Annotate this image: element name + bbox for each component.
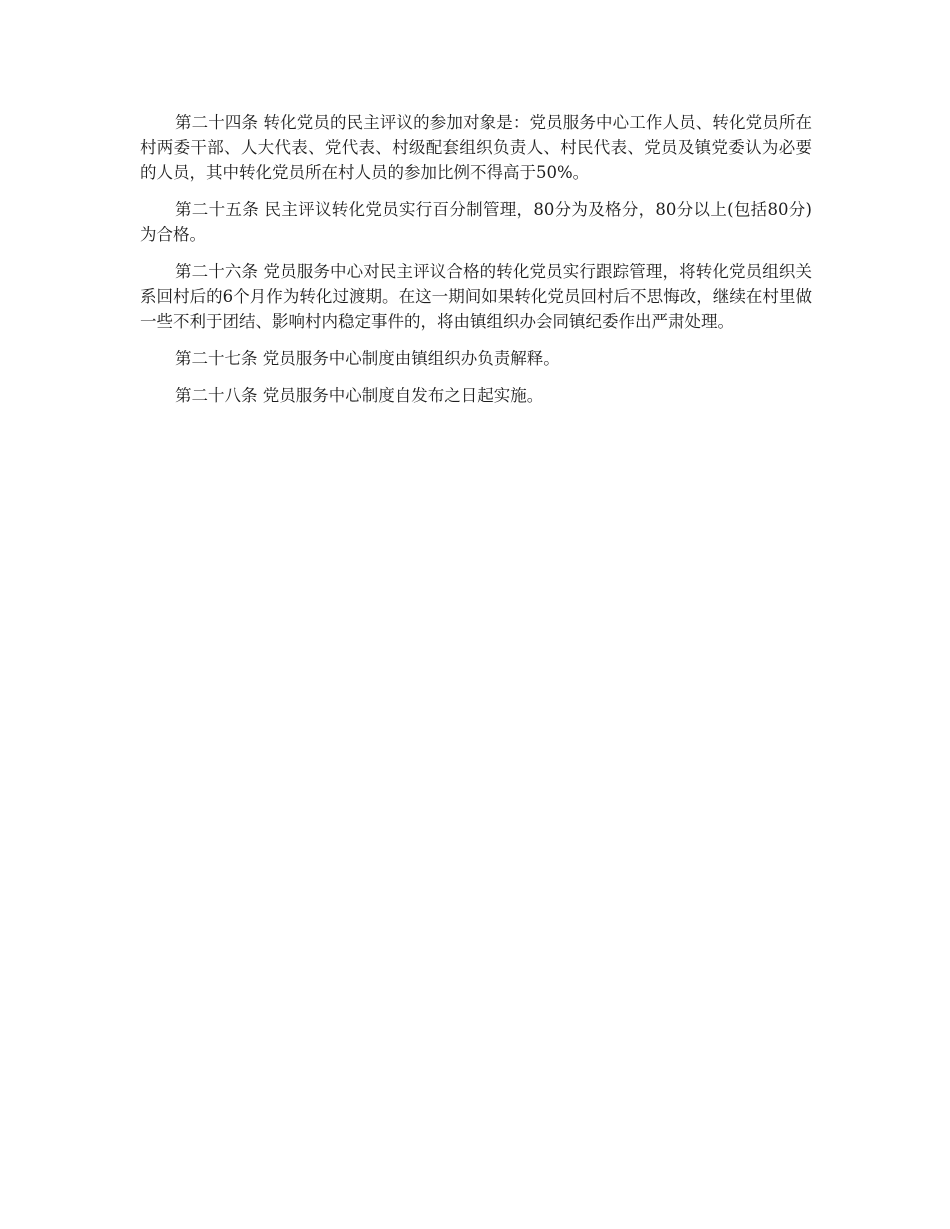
article-26-paragraph: 第二十六条 党员服务中心对民主评议合格的转化党员实行跟踪管理，将转化党员组织关系回村后的6个月作为转化过渡期。在这一期间如果转化党员回村后不思悔改，继续在村里做一些不利于团结、影响村内稳定事件的，将由镇组织办会同镇纪委作出严肃处理。 [140,262,812,331]
article-25-paragraph: 第二十五条 民主评议转化党员实行百分制管理，80分为及格分，80分以上(包括80分)为合格。 [140,200,812,244]
article-27-paragraph: 第二十七条 党员服务中心制度由镇组织办负责解释。 [175,349,560,368]
article-24-paragraph: 第二十四条 转化党员的民主评议的参加对象是：党员服务中心工作人员、转化党员所在村两委干部、人大代表、党代表、村级配套组织负责人、村民代表、党员及镇党委认为必要的人员，其中转化党员所在村人员的参加比例不得高于50%。 [140,113,812,182]
article-28-paragraph: 第二十八条 党员服务中心制度自发布之日起实施。 [175,386,544,405]
document-body [140,110,812,420]
